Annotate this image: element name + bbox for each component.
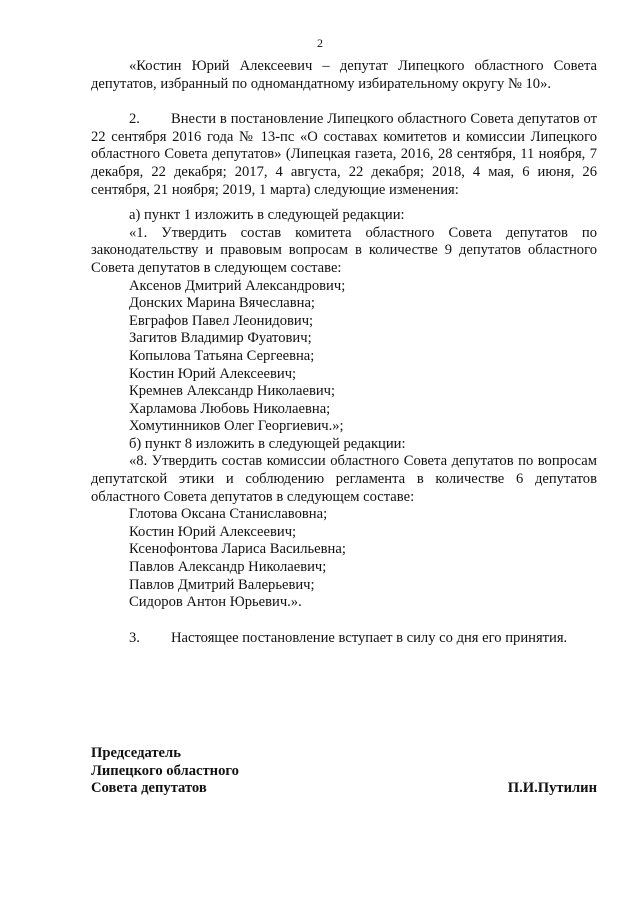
committee-member-list xyxy=(91,278,597,436)
list-item: Хомутинников Олег Георгиевич.»; xyxy=(129,418,344,435)
list-item: Костин Юрий Алексеевич; xyxy=(129,365,297,382)
item-3-number: 3. xyxy=(129,629,140,646)
list-item: Харламова Любовь Николаевна; xyxy=(129,400,331,417)
list-item: Загитов Владимир Фуатович; xyxy=(129,330,312,347)
signature-title-line-2: Липецкого областного xyxy=(91,762,239,779)
signature-title-line-1: Председатель xyxy=(91,745,181,761)
list-item: Костин Юрий Алексеевич; xyxy=(129,523,297,540)
list-item: Копылова Татьяна Сергеевна; xyxy=(129,347,315,364)
sub-b-heading: б) пункт 8 изложить в следующей редакции: xyxy=(129,435,406,452)
item-2-number: 2. xyxy=(129,111,140,128)
item-2-text: Внести в постановление Липецкого областного Совета депутатов от 22 сентября 2016 года № 13-пс «О составах комитетов и комиссии Липецкого областного Совета депутатов» (Липецкая газета, 2016, 28 сентября, 11 ноября, 7 декабря, 22 декабря; 2017, 4 августа, 22 декабря; 2018, 4 мая, 6 июня, 26 сентября, 21 ноября; 2019, 1 марта) следующие изменения: xyxy=(91,111,597,198)
intro-paragraph: «Костин Юрий Алексеевич – депутат Липецкого областного Совета депутатов, избранный по одномандатному избирательному округу № 10». xyxy=(91,58,597,92)
item-3 xyxy=(91,630,597,648)
item-3-text: Настоящее постановление вступает в силу со дня его принятия. xyxy=(171,629,568,646)
document-body xyxy=(91,58,597,647)
list-item: Павлов Александр Николаевич; xyxy=(129,559,327,576)
list-item: Евграфов Павел Леонидович; xyxy=(129,312,314,329)
list-item: Ксенофонтова Лариса Васильевна; xyxy=(129,541,346,558)
sub-a-heading: а) пункт 1 изложить в следующей редакции: xyxy=(129,207,405,224)
list-item: Аксенов Дмитрий Александрович; xyxy=(129,277,346,294)
signatory-name: П.И.Путилин xyxy=(507,780,597,797)
sub-b-text: «8. Утвердить состав комиссии областного Совета депутатов по вопросам депутатской этики и соблюдению регламента в количестве 6 депутатов областного Совета депутатов в следующем составе: xyxy=(91,453,597,505)
signature-title-line-3: Совета депутатов xyxy=(91,780,207,797)
signature-block xyxy=(91,745,597,798)
sub-a-text: «1. Утвердить состав комитета областного Совета депутатов по законодательству и правовым вопросам в количестве 9 депутатов областного Совета депутатов в следующем составе: xyxy=(91,224,597,276)
page-number: 2 xyxy=(317,36,323,50)
list-item: Павлов Дмитрий Валерьевич; xyxy=(129,576,315,593)
list-item: Глотова Оксана Станиславовна; xyxy=(129,506,328,523)
list-item: Донских Марина Вячеславна; xyxy=(129,295,315,312)
list-item: Сидоров Антон Юрьевич.». xyxy=(129,594,302,611)
list-item: Кремнев Александр Николаевич; xyxy=(129,383,336,400)
commission-member-list xyxy=(91,506,597,612)
